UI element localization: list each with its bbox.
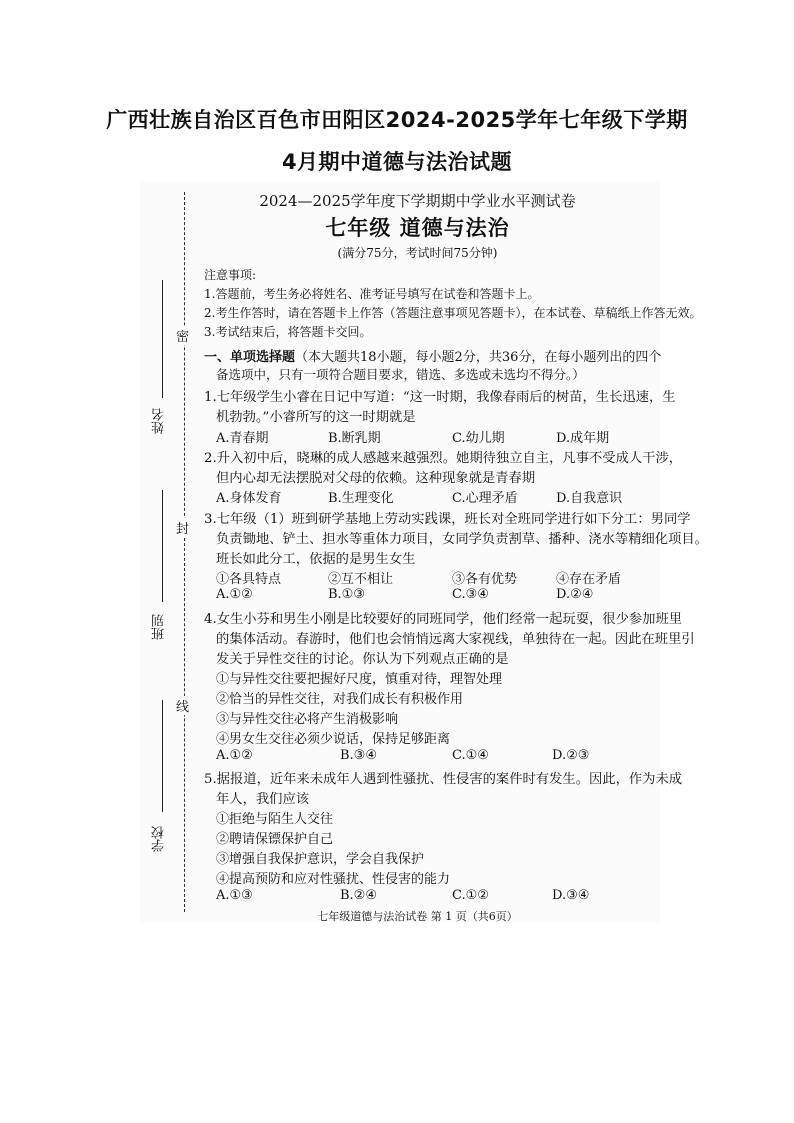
q4-statement: ②恰当的异性交往，对我们成长有积极作用: [216, 692, 464, 707]
section-desc-cont: 备选项中，只有一项符合题目要求，错选、多选或未选均不得分。）: [216, 367, 585, 382]
q4-option-b: B.③④: [340, 748, 377, 763]
q1-option-c: C.幼儿期: [452, 431, 505, 446]
section-title: 一、单项选择题: [204, 350, 296, 365]
q5-statement: ④提高预防和应对性骚扰、性侵害的能力: [216, 872, 451, 887]
grade-subject: 七年级 道德与法治: [325, 215, 510, 240]
q3-option-d: D.②④: [556, 587, 594, 602]
q1-option-b: B.断乳期: [328, 431, 381, 446]
seal-char-feng: 封: [176, 518, 189, 537]
note-item: 2.考生作答时，请在答题卡上作答（答题注意事项见答题卡），在本试卷、草稿纸上作答无效。: [204, 306, 702, 320]
class-fill-line: [162, 490, 163, 602]
q5-statement: ②聘请保镖保护自己: [216, 832, 334, 847]
name-field-label: 姓名: [152, 408, 167, 434]
question-5-stem: 5.据报道，近年来未成年人遇到性骚扰、性侵害的案件时有发生。因此，作为未成: [204, 772, 683, 787]
q4-statement: ①与异性交往要把握好尺度，慎重对待，理智处理: [216, 672, 503, 687]
page-footer: 七年级道德与法治试卷 第 1 页（共6页）: [317, 910, 518, 923]
notes-title: 注意事项:: [204, 268, 257, 282]
seal-char-mi: 密: [176, 326, 189, 345]
q4-option-c: C.①④: [452, 748, 489, 763]
question-4-stem-cont: 的集体活动。春游时，他们也会悄悄远离大家视线，单独待在一起。因此在班里引: [216, 632, 695, 647]
class-field-label: 班别: [152, 614, 167, 640]
q1-option-d: D.成年期: [556, 431, 610, 446]
name-fill-line: [162, 280, 163, 398]
question-3-stem-cont: 负责锄地、铲土、担水等重体力项目，女同学负责割草、播种、浇水等精细化项目。: [216, 532, 708, 547]
q5-option-c: C.①②: [452, 888, 489, 903]
note-item: 1.答题前，考生务必将姓名、准考证号填写在试卷和答题卡上。: [204, 287, 540, 301]
question-1-stem: 1.七年级学生小睿在日记中写道：“这一时期，我像春雨后的树苗，生长迅速，生: [204, 390, 676, 405]
q4-statement: ④男女生交往必须少说话，保持足够距离: [216, 732, 451, 747]
q4-option-d: D.②③: [552, 748, 590, 763]
question-2-stem-cont: 但内心却无法摆脱对父母的依赖。这种现象就是青春期: [216, 471, 536, 486]
binding-dashed-line: [184, 192, 185, 912]
q3-statement: ④存在矛盾: [556, 572, 622, 587]
seal-char-xian: 线: [176, 696, 189, 715]
question-3-stem: 3.七年级（1）班到研学基地上劳动实践课，班长对全班同学进行如下分工：男同学: [204, 512, 691, 527]
note-item: 3.考试结束后，将答题卡交回。: [204, 325, 372, 339]
school-fill-line: [162, 700, 163, 812]
q4-option-a: A.①②: [216, 748, 253, 763]
section-desc: （本大题共18小题，每小题2分，共36分，在每小题列出的四个: [295, 350, 662, 365]
q5-statement: ①拒绝与陌生人交往: [216, 812, 334, 827]
question-2-stem: 2.升入初中后，晓琳的成人感越来越强烈。她期待独立自主，凡事不受成人干涉，: [204, 451, 683, 466]
question-1-stem-cont: 机勃勃。”小睿所写的这一时期就是: [216, 410, 416, 425]
q2-option-b: B.生理变化: [328, 491, 394, 506]
question-3-stem-cont: 班长如此分工，依据的是男生女生: [216, 552, 416, 567]
q5-option-b: B.②④: [340, 888, 377, 903]
q3-option-c: C.③④: [452, 587, 489, 602]
document-title-line-1: 广西壮族自治区百色市田阳区2024-2025学年七年级下学期: [106, 108, 688, 132]
q5-statement: ③增强自我保护意识，学会自我保护: [216, 852, 425, 867]
school-field-label: 学校: [152, 826, 167, 852]
q3-statement: ②互不相让: [328, 572, 394, 587]
q3-option-a: A.①②: [216, 587, 253, 602]
document-title-line-2: 4月期中道德与法治试题: [281, 150, 513, 174]
q3-statement: ①各具特点: [216, 572, 282, 587]
q3-statement: ③各有优势: [452, 572, 518, 587]
question-5-stem-cont: 年人，我们应该: [216, 792, 310, 807]
q2-option-c: C.心理矛盾: [452, 491, 518, 506]
question-4-stem: 4.女生小芬和男生小刚是比较要好的同班同学，他们经常一起玩耍，很少参加班里: [204, 612, 683, 627]
q3-option-b: B.①③: [328, 587, 365, 602]
exam-header: 2024—2025学年度下学期期中学业水平测试卷: [259, 192, 576, 210]
q5-option-a: A.①③: [216, 888, 253, 903]
question-4-stem-cont: 发关于异性交往的讨论。你认为下列观点正确的是: [216, 652, 509, 667]
q1-option-a: A.青春期: [216, 431, 269, 446]
q4-statement: ③与异性交往必将产生消极影响: [216, 712, 399, 727]
q5-option-d: D.③④: [552, 888, 590, 903]
q2-option-d: D.自我意识: [556, 491, 623, 506]
score-time: (满分75分，考试时间75分钟): [337, 246, 498, 260]
q2-option-a: A.身体发育: [216, 491, 282, 506]
